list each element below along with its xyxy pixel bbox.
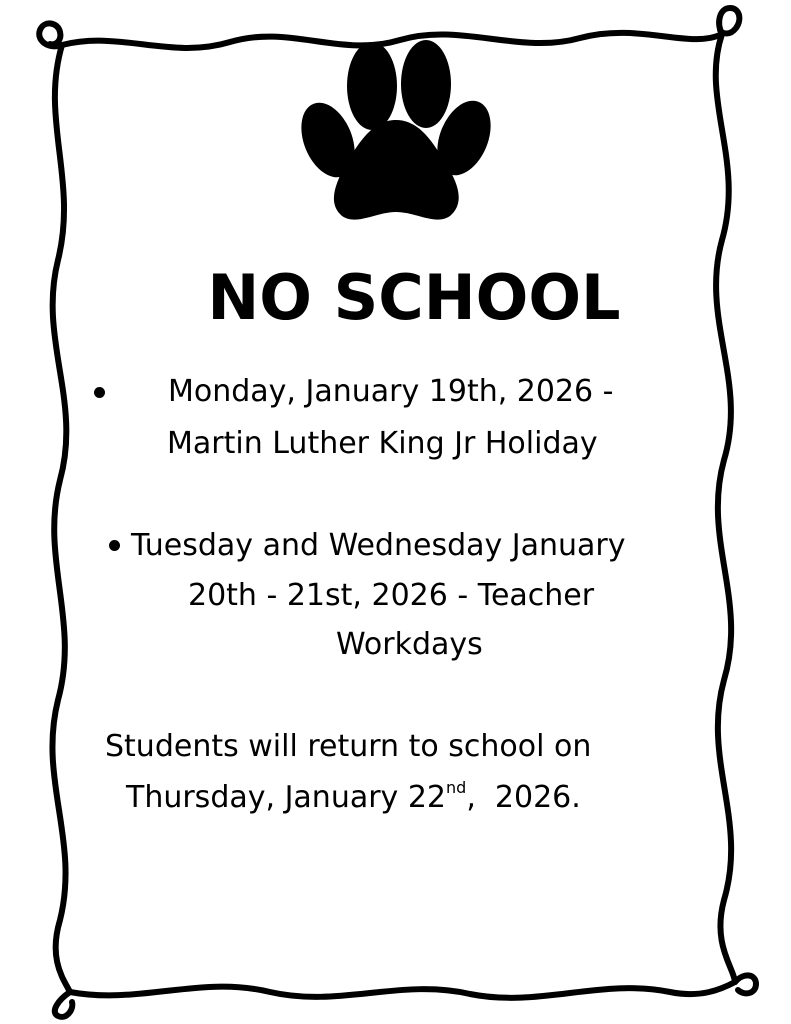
list-item-line: Tuesday and Wednesday January bbox=[131, 528, 626, 563]
list-item-line: Workdays bbox=[336, 627, 483, 662]
paw-print-icon bbox=[300, 36, 492, 224]
list-item-line: 20th - 21st, 2026 - Teacher bbox=[188, 578, 595, 613]
page-title: NO SCHOOL bbox=[207, 261, 621, 334]
bullet-icon bbox=[109, 540, 120, 551]
list-item-line: Martin Luther King Jr Holiday bbox=[167, 426, 598, 461]
return-line-2 bbox=[126, 772, 581, 823]
return-year-text: , 2026. bbox=[466, 780, 581, 815]
return-line-1: Students will return to school on bbox=[105, 729, 592, 764]
return-date-text: Thursday, January 22 bbox=[126, 780, 447, 815]
list-item-line: Monday, January 19th, 2026 - bbox=[168, 374, 614, 409]
ordinal-suffix: nd bbox=[446, 778, 467, 797]
bullet-icon bbox=[94, 387, 105, 398]
